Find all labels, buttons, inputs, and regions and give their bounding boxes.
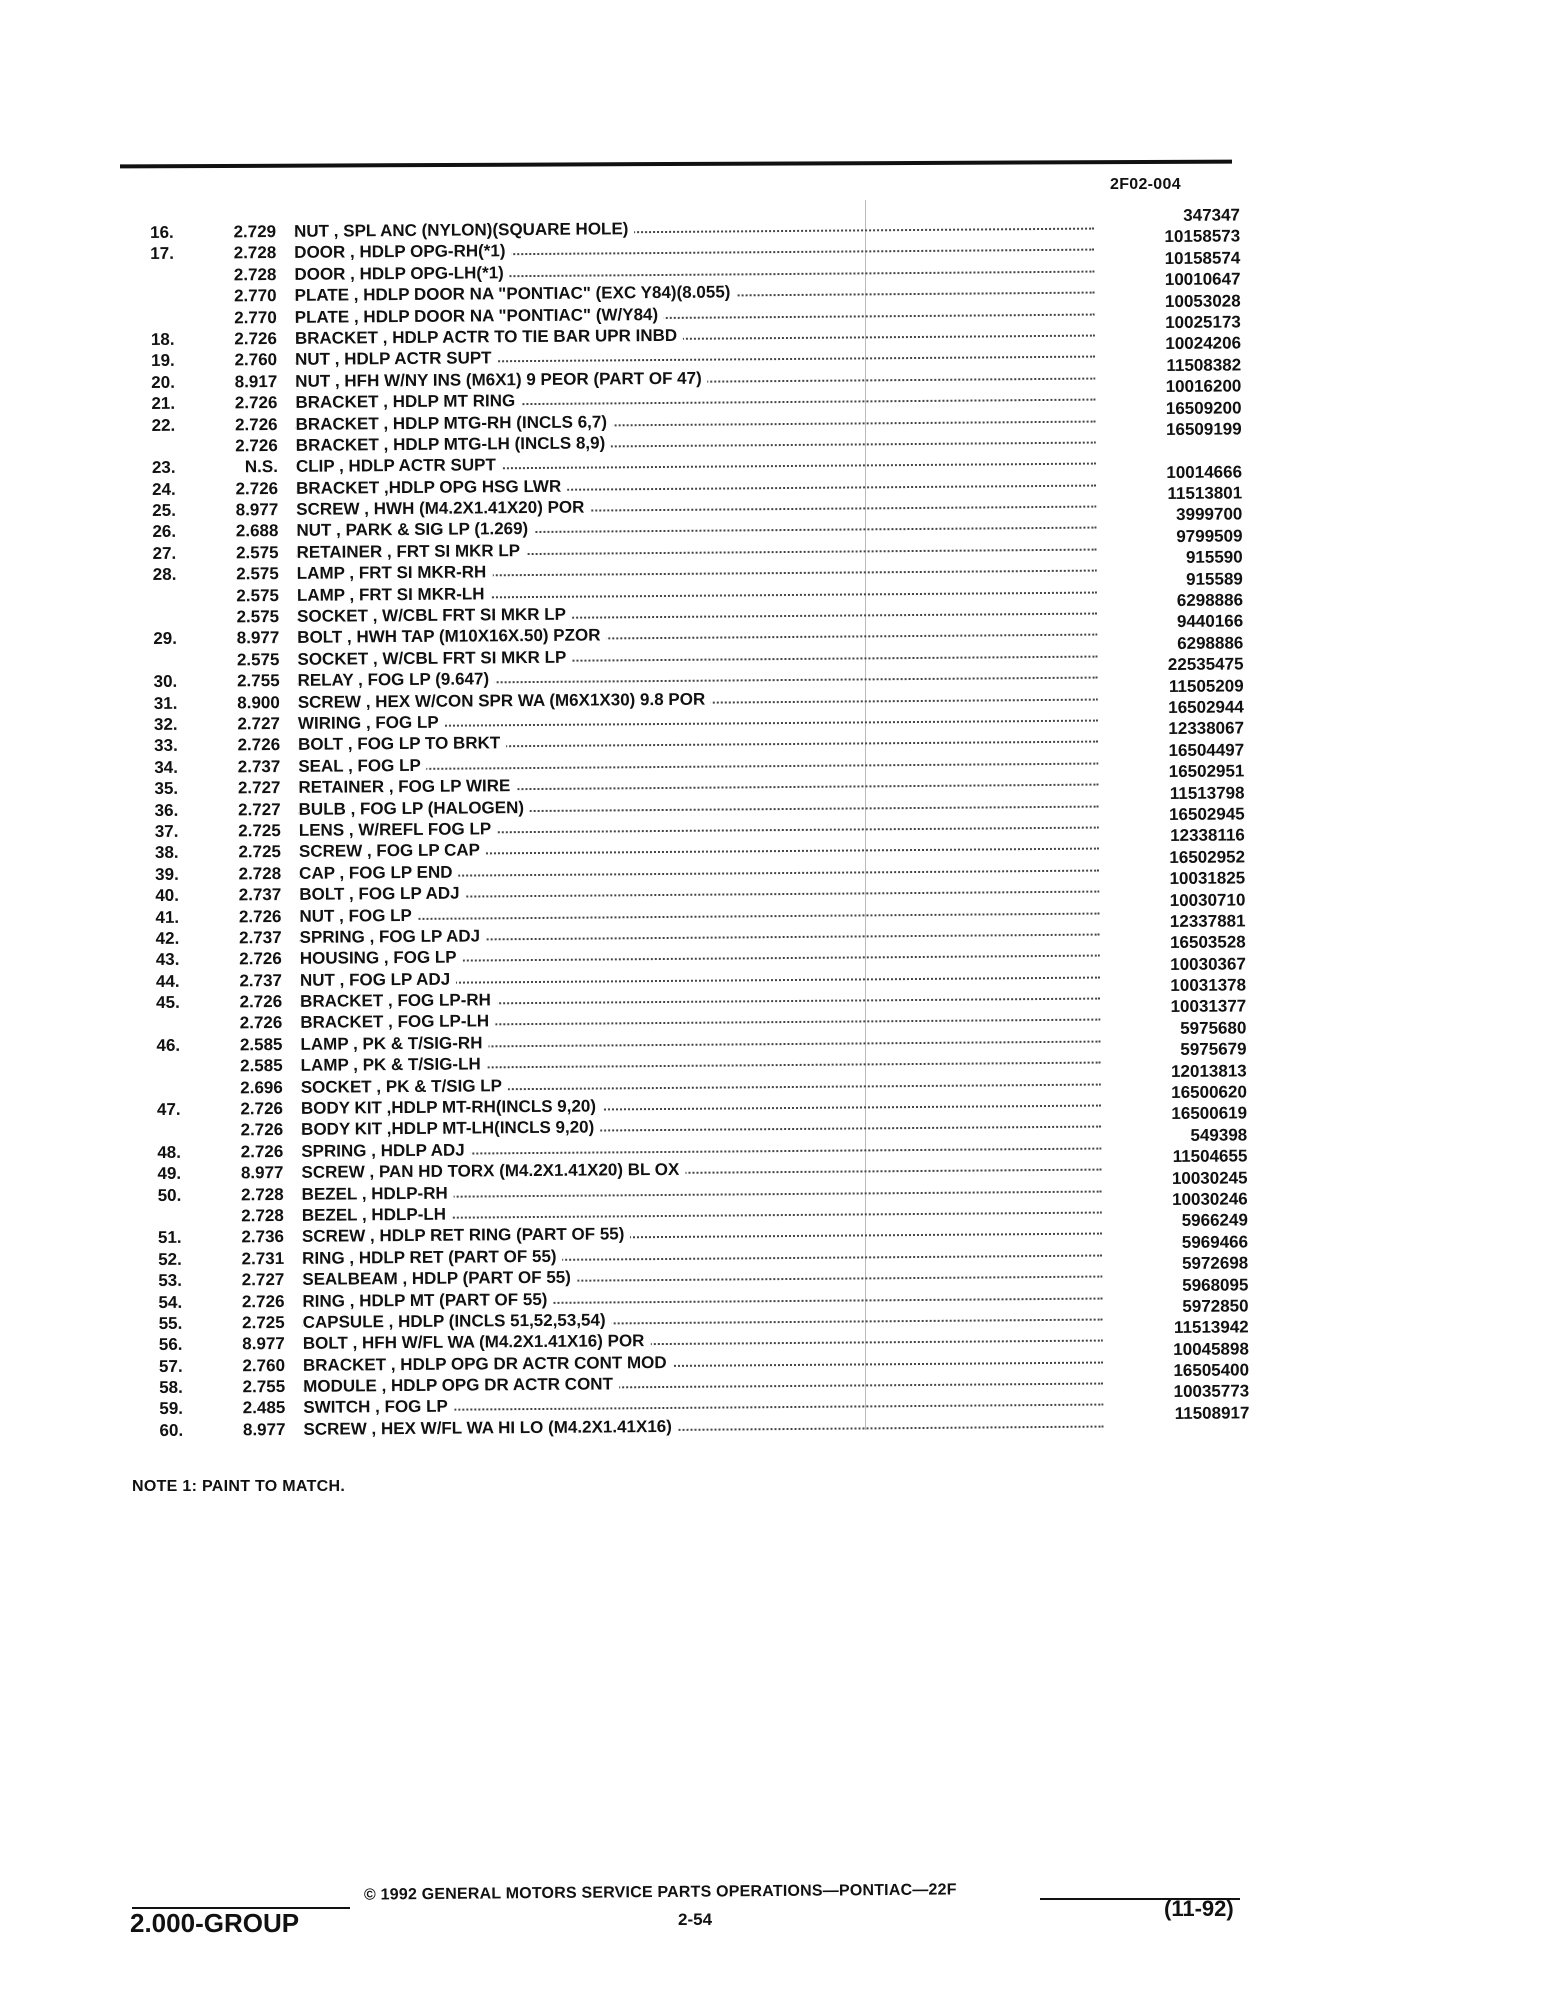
part-number: 347347 (1183, 205, 1241, 225)
item-number: 52. (158, 1249, 182, 1269)
item-number: 34. (154, 757, 178, 777)
group-number: 8.977 (242, 1419, 286, 1440)
group-number: 2.726 (240, 1141, 284, 1162)
part-number: 5972850 (1182, 1296, 1249, 1316)
part-description: CAP , FOG LP END (299, 862, 458, 882)
group-number: 2.760 (242, 1355, 286, 1376)
part-description: SCREW , PAN HD TORX (M4.2X1.41X20) BL OX (301, 1160, 685, 1182)
part-number: 16505400 (1173, 1360, 1250, 1381)
group-number: 2.575 (236, 607, 280, 627)
part-description: LAMP , PK & T/SIG-RH (300, 1033, 488, 1053)
part-number: 12338067 (1168, 718, 1245, 739)
part-description: NUT , PARK & SIG LP (1.269) (296, 519, 534, 540)
group-number: 2.726 (238, 906, 282, 926)
part-number: 16502945 (1168, 804, 1245, 824)
group-number: 8.977 (236, 628, 280, 648)
part-description: SCREW , HEX W/FL WA HI LO (M4.2X1.41X16) (303, 1417, 678, 1439)
part-number: 16504497 (1168, 740, 1245, 760)
part-description: SOCKET , W/CBL FRT SI MKR LP (297, 648, 572, 669)
group-number: 2.726 (240, 1098, 284, 1119)
part-number: 10158573 (1164, 226, 1241, 247)
part-number: 10025173 (1165, 312, 1241, 332)
part-description: RING , HDLP MT (PART OF 55) (302, 1289, 553, 1310)
part-number: 11513798 (1169, 782, 1245, 803)
part-number: 10024206 (1165, 333, 1242, 354)
part-description: SPRING , HDLP ADJ (301, 1140, 471, 1160)
dot-leader (299, 912, 1099, 920)
part-description: BOLT , HFH W/FL WA (M4.2X1.41X16) POR (303, 1331, 651, 1353)
part-number: 9440166 (1176, 611, 1244, 632)
item-number: 26. (152, 522, 177, 542)
part-description: BRACKET , HDLP OPG DR ACTR CONT MOD (303, 1353, 673, 1375)
group-number: 2.726 (239, 992, 283, 1012)
group-number: 2.737 (239, 970, 283, 990)
part-number: 10031378 (1170, 975, 1247, 996)
part-description: LAMP , FRT SI MKR-RH (297, 563, 493, 584)
part-number: 10035773 (1173, 1381, 1250, 1402)
part-description: CAPSULE , HDLP (INCLS 51,52,53,54) (303, 1310, 612, 1331)
footer-group-label: 2.000-GROUP (130, 1908, 300, 1938)
group-number: 2.725 (238, 820, 281, 841)
part-description: SEALBEAM , HDLP (PART OF 55) (302, 1268, 577, 1289)
group-number: 2.727 (237, 713, 281, 734)
part-number: 6298886 (1177, 633, 1244, 653)
part-description: HOUSING , FOG LP (300, 948, 463, 968)
part-number: 11504655 (1172, 1146, 1248, 1167)
item-number: 21. (151, 393, 176, 414)
part-number: 16502951 (1168, 761, 1245, 782)
item-number: 40. (155, 885, 180, 906)
part-number: 10030367 (1170, 954, 1246, 974)
footnote: NOTE 1: PAINT TO MATCH. (132, 1478, 346, 1495)
part-description: BRACKET ,HDLP OPG HSG LWR (296, 476, 567, 497)
part-description: SCREW , HWH (M4.2X1.41X20) POR (296, 498, 590, 519)
item-number: 50. (157, 1185, 182, 1205)
group-number: 2.585 (240, 1056, 283, 1076)
group-number: 2.770 (234, 307, 277, 327)
item-number: 58. (159, 1377, 183, 1398)
group-number: 8.900 (237, 692, 280, 712)
part-description: RING , HDLP RET (PART OF 55) (302, 1247, 563, 1268)
group-number: 2.575 (236, 564, 279, 584)
part-number: 16509200 (1165, 397, 1242, 418)
part-number: 10030245 (1171, 1167, 1248, 1188)
part-description: WIRING , FOG LP (298, 713, 445, 733)
group-number: 8.977 (240, 1163, 284, 1183)
part-number: 16500620 (1171, 1082, 1247, 1103)
part-number: 11513801 (1167, 483, 1243, 504)
part-number: 5966249 (1181, 1210, 1248, 1231)
part-number: 10010647 (1164, 269, 1241, 290)
group-number: 2.696 (240, 1077, 283, 1097)
part-description: BEZEL , HDLP-RH (302, 1183, 454, 1203)
part-number: 22535475 (1167, 654, 1244, 675)
item-number: 35. (154, 778, 179, 799)
top-rule (120, 160, 1232, 169)
item-number: 56. (158, 1335, 183, 1355)
part-number: 9799509 (1176, 526, 1243, 546)
part-description: BRACKET , FOG LP-RH (300, 990, 497, 1011)
group-number: 2.485 (242, 1398, 286, 1418)
part-description: LAMP , FRT SI MKR-LH (297, 584, 491, 605)
item-number: 38. (154, 843, 179, 863)
group-number: 2.727 (241, 1270, 285, 1290)
group-number: 2.755 (242, 1377, 286, 1397)
revision-date: (11-92) (1164, 1896, 1234, 1921)
part-number: 549398 (1190, 1125, 1248, 1145)
item-number: 32. (153, 714, 178, 734)
part-number: 10053028 (1164, 290, 1241, 311)
group-number: 2.731 (241, 1248, 285, 1269)
part-description: BRACKET , FOG LP-LH (300, 1012, 495, 1033)
part-description: SEAL , FOG LP (298, 756, 427, 776)
item-number: 22. (151, 415, 176, 435)
item-number: 31. (153, 693, 178, 713)
group-number: 2.688 (235, 521, 279, 541)
group-number: 2.575 (236, 649, 280, 670)
part-number: 10016200 (1165, 376, 1242, 397)
item-number: 33. (154, 736, 178, 756)
group-number: 2.726 (239, 949, 282, 969)
part-description: BRACKET , HDLP MTG-RH (INCLS 6,7) (296, 412, 613, 433)
group-number: 2.726 (235, 478, 279, 499)
part-description: CLIP , HDLP ACTR SUPT (296, 456, 502, 477)
item-number: 51. (157, 1228, 182, 1248)
part-description: BRACKET , HDLP MTG-LH (INCLS 8,9) (296, 433, 612, 454)
group-number: 2.727 (237, 778, 281, 798)
part-description: PLATE , HDLP DOOR NA "PONTIAC" (W/Y84) (295, 305, 665, 327)
group-number: 2.728 (241, 1205, 284, 1226)
part-number: 10045898 (1173, 1339, 1249, 1359)
part-number: 10031377 (1170, 996, 1247, 1017)
part-number: 10031825 (1169, 868, 1246, 889)
part-description: NUT , FOG LP (299, 905, 418, 925)
group-number: 2.585 (239, 1034, 283, 1055)
part-description: NUT , FOG LP ADJ (300, 969, 456, 989)
footer-copyright: © 1992 GENERAL MOTORS SERVICE PARTS OPERATIONS—PONTIAC—22F (363, 1881, 957, 1904)
item-number: 30. (153, 672, 178, 692)
item-number: 24. (152, 479, 176, 499)
part-number: 12013813 (1170, 1061, 1247, 1081)
part-description: BRACKET , HDLP MT RING (295, 391, 521, 412)
part-description: BULB , FOG LP (HALOGEN) (299, 798, 531, 819)
group-number: 2.760 (234, 350, 278, 370)
part-number: 10030246 (1171, 1189, 1248, 1209)
group-number: 2.726 (234, 414, 278, 434)
group-number: 2.728 (241, 1184, 284, 1204)
group-number: 2.726 (234, 393, 278, 413)
group-number: 2.726 (234, 328, 277, 349)
part-number: 10158574 (1164, 248, 1241, 268)
part-number: 11508382 (1166, 355, 1242, 375)
item-number: 16. (150, 222, 174, 242)
item-number: 19. (151, 351, 175, 371)
document-code: 2F02-004 (1110, 176, 1181, 193)
part-description: NUT , SPL ANC (NYLON)(SQUARE HOLE) (294, 219, 634, 241)
part-number: 10014666 (1166, 462, 1243, 482)
item-number: 41. (155, 907, 180, 927)
part-number: 16509199 (1165, 419, 1242, 439)
part-number: 6298886 (1176, 590, 1244, 610)
group-number: 2.737 (239, 927, 282, 948)
part-description: PLATE , HDLP DOOR NA "PONTIAC" (EXC Y84)(8.055) (295, 283, 737, 305)
part-description: BODY KIT ,HDLP MT-LH(INCLS 9,20) (301, 1118, 600, 1139)
group-number: 2.727 (237, 799, 281, 819)
part-description: SCREW , HDLP RET RING (PART OF 55) (302, 1225, 631, 1247)
item-number: 59. (159, 1399, 184, 1419)
group-number: 8.977 (235, 500, 279, 520)
group-number: 2.736 (241, 1227, 285, 1247)
item-number: 36. (154, 800, 179, 820)
item-number: 17. (150, 244, 174, 264)
group-number: N.S. (244, 457, 279, 477)
part-description: NUT , HDLP ACTR SUPT (295, 349, 498, 370)
item-number: 48. (157, 1142, 182, 1162)
part-number: 5975679 (1180, 1039, 1247, 1060)
part-description: SWITCH , FOG LP (303, 1397, 454, 1417)
part-description: RELAY , FOG LP (9.647) (298, 670, 496, 691)
group-number: 2.726 (235, 435, 278, 456)
part-number: 5969466 (1181, 1232, 1249, 1252)
part-number: 10030710 (1169, 889, 1246, 910)
group-number: 2.726 (241, 1291, 285, 1311)
group-number: 2.755 (236, 671, 280, 691)
part-description: LENS , W/REFL FOG LP (299, 819, 498, 840)
part-number: 16502944 (1168, 697, 1244, 718)
part-description: SCREW , FOG LP CAP (299, 841, 486, 861)
part-description: SCREW , HEX W/CON SPR WA (M6X1X30) 9.8 POR (298, 689, 712, 711)
item-number: 47. (156, 1099, 181, 1119)
group-number: 2.729 (233, 222, 277, 242)
item-number: 25. (152, 500, 176, 521)
part-description: SOCKET , W/CBL FRT SI MKR LP (297, 605, 572, 626)
part-description: BOLT , FOG LP ADJ (299, 884, 465, 904)
part-number: 12337881 (1169, 911, 1246, 931)
part-description: BOLT , HWH TAP (M10X16X.50) PZOR (297, 626, 606, 647)
part-number: 5975680 (1180, 1018, 1247, 1038)
group-number: 2.726 (237, 735, 281, 755)
group-number: 2.728 (233, 264, 277, 285)
part-description: DOOR , HDLP OPG-LH(*1) (294, 263, 510, 284)
item-number: 27. (152, 543, 177, 563)
part-number: 16502952 (1169, 847, 1246, 867)
part-number: 3999700 (1176, 504, 1243, 525)
part-description: BODY KIT ,HDLP MT-RH(INCLS 9,20) (301, 1096, 602, 1117)
part-description: LAMP , PK & T/SIG-LH (301, 1055, 487, 1075)
group-number: 2.725 (242, 1312, 285, 1333)
part-description: NUT , HFH W/NY INS (M6X1) 9 PEOR (PART OF 47) (295, 368, 708, 390)
group-number: 8.977 (242, 1334, 285, 1354)
part-number: 12338116 (1170, 825, 1245, 846)
item-number: 54. (158, 1292, 183, 1312)
item-number: 43. (155, 950, 180, 970)
group-number: 2.575 (235, 542, 279, 563)
group-number: 2.575 (236, 585, 280, 605)
group-number: 2.726 (240, 1120, 284, 1140)
part-number: 915589 (1186, 569, 1243, 589)
part-description: MODULE , HDLP OPG DR ACTR CONT (303, 1374, 619, 1395)
parts-list (150, 205, 1260, 1441)
item-number: 37. (154, 821, 179, 841)
group-number: 2.770 (233, 286, 277, 306)
part-number: 5972698 (1181, 1253, 1249, 1274)
item-number: 57. (158, 1356, 183, 1376)
part-number: 11505209 (1168, 676, 1244, 696)
item-number: 18. (150, 329, 175, 349)
part-description: RETAINER , FOG LP WIRE (298, 776, 516, 797)
part-description: BEZEL , HDLP-LH (302, 1205, 452, 1225)
item-number: 44. (155, 971, 180, 991)
part-description: DOOR , HDLP OPG-RH(*1) (294, 242, 511, 263)
group-number: 2.728 (238, 863, 282, 884)
item-number: 29. (153, 629, 177, 649)
part-number: 11508917 (1174, 1403, 1250, 1423)
item-number: 45. (156, 992, 180, 1013)
part-number: 16500619 (1171, 1103, 1248, 1124)
part-description: SOCKET , PK & T/SIG LP (301, 1076, 508, 1097)
group-number: 8.917 (234, 371, 278, 392)
part-description: SPRING , FOG LP ADJ (300, 926, 487, 946)
item-number: 46. (156, 1035, 181, 1055)
group-number: 2.737 (237, 756, 281, 777)
item-number: 39. (155, 864, 179, 884)
item-number: 55. (158, 1313, 183, 1333)
group-number: 2.728 (233, 243, 277, 263)
part-number: 11513942 (1173, 1317, 1249, 1338)
part-description: BOLT , FOG LP TO BRKT (298, 734, 506, 755)
item-number: 53. (158, 1270, 183, 1291)
part-description: BRACKET , HDLP ACTR TO TIE BAR UPR INBD (295, 326, 683, 348)
item-number: 20. (151, 372, 175, 392)
item-number: 23. (151, 458, 176, 478)
part-number: 16503528 (1169, 932, 1246, 953)
part-description: RETAINER , FRT SI MKR LP (297, 541, 527, 562)
group-number: 2.726 (239, 1013, 283, 1033)
group-number: 2.737 (238, 885, 282, 905)
item-number: 49. (157, 1163, 182, 1184)
page-number: 2-54 (678, 1910, 713, 1929)
item-number: 28. (152, 565, 177, 585)
item-number: 60. (159, 1420, 184, 1440)
part-number: 915590 (1185, 547, 1243, 568)
item-number: 42. (155, 928, 180, 948)
group-number: 2.725 (238, 842, 282, 862)
part-number: 5968095 (1182, 1274, 1249, 1295)
